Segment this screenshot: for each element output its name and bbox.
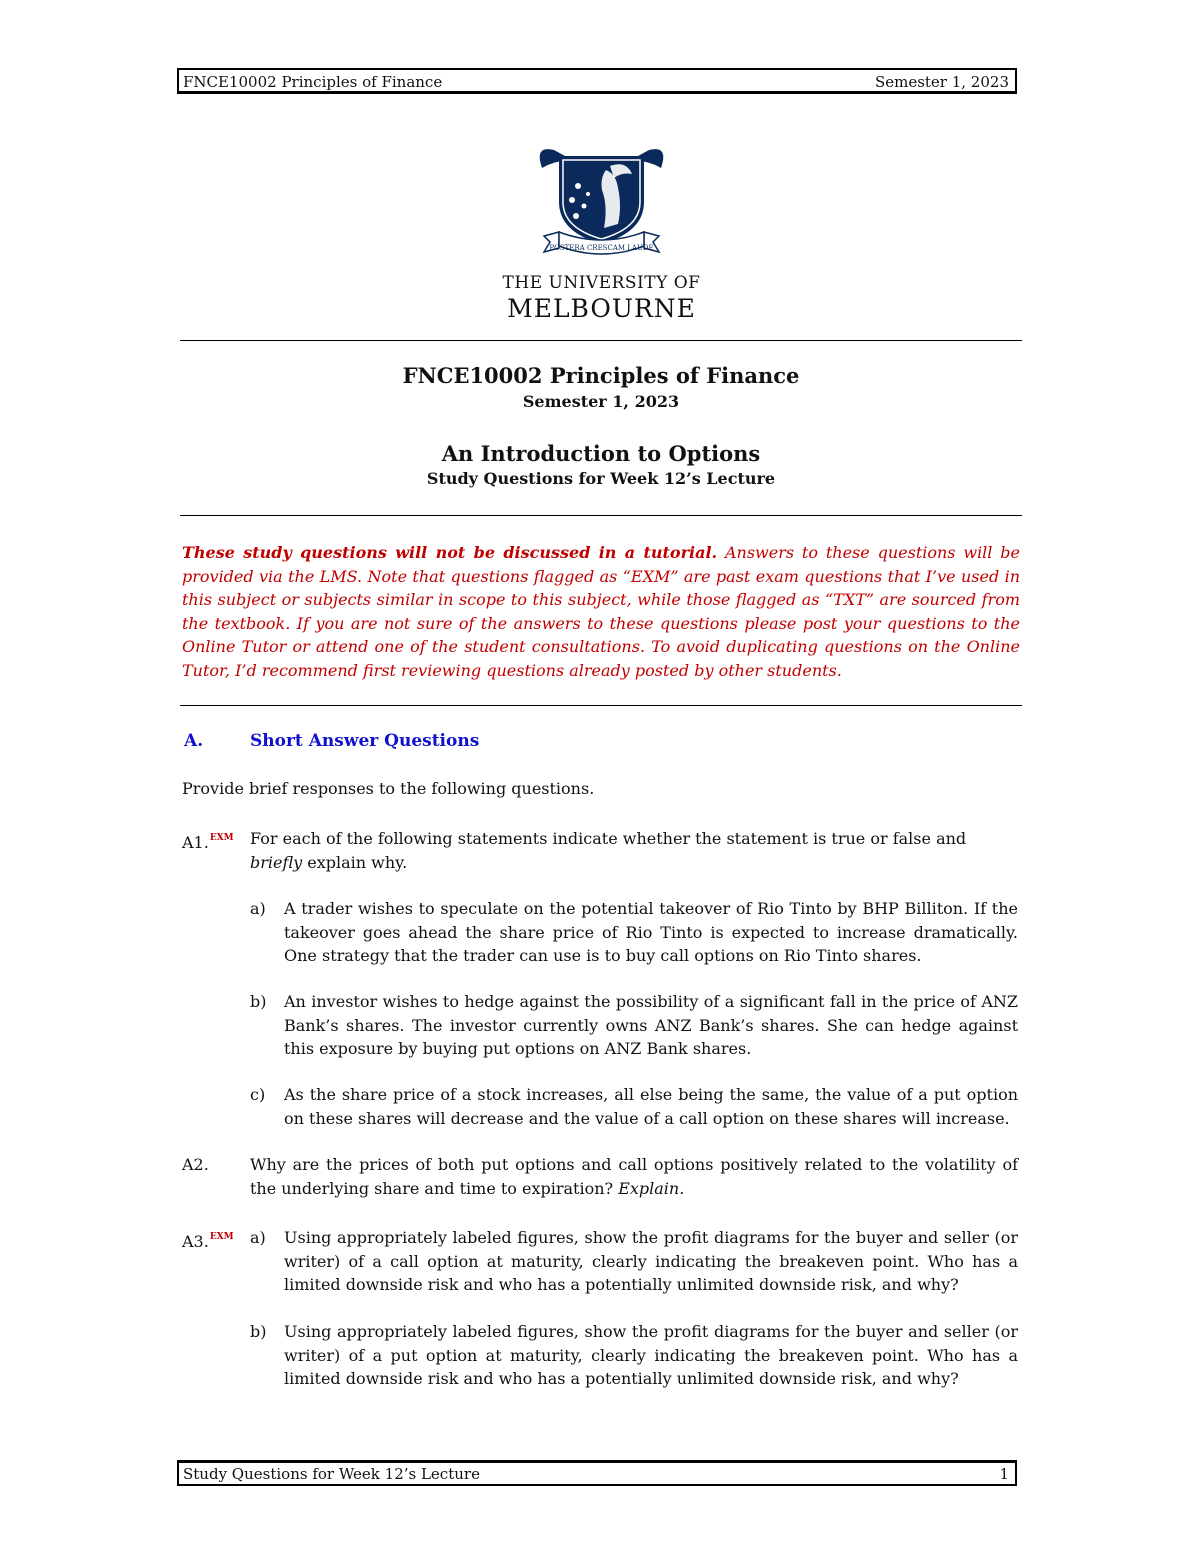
question-a2-text (250, 1153, 1018, 1200)
a2-text-pre: Why are the prices of both put options and call options positively related to the volatility of the underlying share and time to expiration? (250, 1155, 1018, 1198)
semester-title: Semester 1, 2023 (522, 392, 680, 411)
divider-top (180, 340, 1022, 341)
a1-text-pre: For each of the following statements indicate whether the statement is true or false and (250, 829, 967, 848)
running-header (177, 68, 1017, 94)
header-semester: Semester 1, 2023 (874, 73, 1009, 91)
a2-text-em: Explain. (618, 1178, 685, 1198)
divider-middle (180, 515, 1022, 516)
running-footer (177, 1460, 1017, 1486)
a3-exm-flag: EXM (209, 1232, 234, 1242)
a1-item-c-label: c) (250, 1085, 266, 1104)
crest-icon (502, 140, 701, 325)
section-title: Short Answer Questions (250, 731, 480, 751)
a1-num: A1. (182, 833, 209, 852)
question-a3-number (182, 1226, 234, 1254)
motto-text: POSTERA CRESCAM LAUDE (549, 244, 654, 252)
a1-text-post: explain why. (302, 852, 408, 872)
a3-item-a-text: Using appropriately labeled figures, show the profit diagrams for the buyer and seller (or writer) of a call option at maturity, clearly indicating the breakeven point. Who has a limited downside risk and who has a potentially unlimited downside risk, and why? (284, 1228, 1018, 1294)
a1-item-a-text: A trader wishes to speculate on the potential takeover of Rio Tinto by BHP Billiton. If the takeover goes ahead the share price of Rio Tinto is expected to increase dramatically. One strategy that the trader can use is to buy call options on Rio Tinto shares. (284, 899, 1018, 965)
section-intro: Provide brief responses to the following questions. (182, 779, 595, 798)
a3-item-a-label: a) (250, 1228, 266, 1247)
notice-text: Answers to these questions will be provided via the LMS. Note that questions flagged as “EXM” are past exam questions that I’ve used in this subject or subjects similar in scope to this subject, while those flagged as “TXT” are sourced from the textbook. If you are not sure of the answers to these questions please post your questions to the Online Tutor or attend one of the student consultations. To avoid duplicating questions on the Online Tutor, I’d recommend first reviewing questions already posted by other students. (182, 543, 1020, 680)
notice-bold: These study questions will not be discussed in a tutorial. (182, 543, 718, 562)
footer-title: Study Questions for Week 12’s Lecture (183, 1465, 480, 1483)
header-course: FNCE10002 Principles of Finance (183, 73, 443, 91)
divider-bottom (180, 705, 1022, 706)
a3-item-b-label: b) (250, 1322, 267, 1341)
notice-paragraph (182, 541, 1020, 682)
page-number: 1 (999, 1465, 1009, 1483)
course-title: FNCE10002 Principles of Finance (402, 363, 800, 388)
a1-item-c-text: As the share price of a stock increases, all else being the same, the value of a put option on these shares will decrease and the value of a call option on these shares will increase. (284, 1085, 1018, 1128)
a3-num: A3. (182, 1232, 209, 1251)
section-letter: A. (184, 731, 204, 751)
question-a2-number: A2. (182, 1155, 209, 1174)
question-a1-text (250, 827, 1020, 874)
question-a1-number (182, 827, 234, 855)
a3-item-b-text: Using appropriately labeled figures, show the profit diagrams for the buyer and seller (or writer) of a put option at maturity, clearly indicating the breakeven point. Who has a limited downside risk and who has a potentially unlimited downside risk, and why? (284, 1322, 1018, 1388)
topic-title: An Introduction to Options (441, 441, 761, 466)
logo-line2: MELBOURNE (507, 294, 696, 323)
a1-text-em: briefly (250, 852, 303, 872)
logo-line1: THE UNIVERSITY OF (502, 273, 701, 293)
a1-item-b-label: b) (250, 992, 267, 1011)
subtitle: Study Questions for Week 12’s Lecture (426, 469, 776, 488)
a1-exm-flag: EXM (209, 833, 234, 843)
university-logo (502, 140, 701, 325)
a1-item-b-text: An investor wishes to hedge against the possibility of a significant fall in the price of ANZ Bank’s shares. The investor currently owns ANZ Bank’s shares. She can hedge against this exposure by buying put options on ANZ Bank shares. (284, 992, 1018, 1058)
a1-item-a-label: a) (250, 899, 266, 918)
